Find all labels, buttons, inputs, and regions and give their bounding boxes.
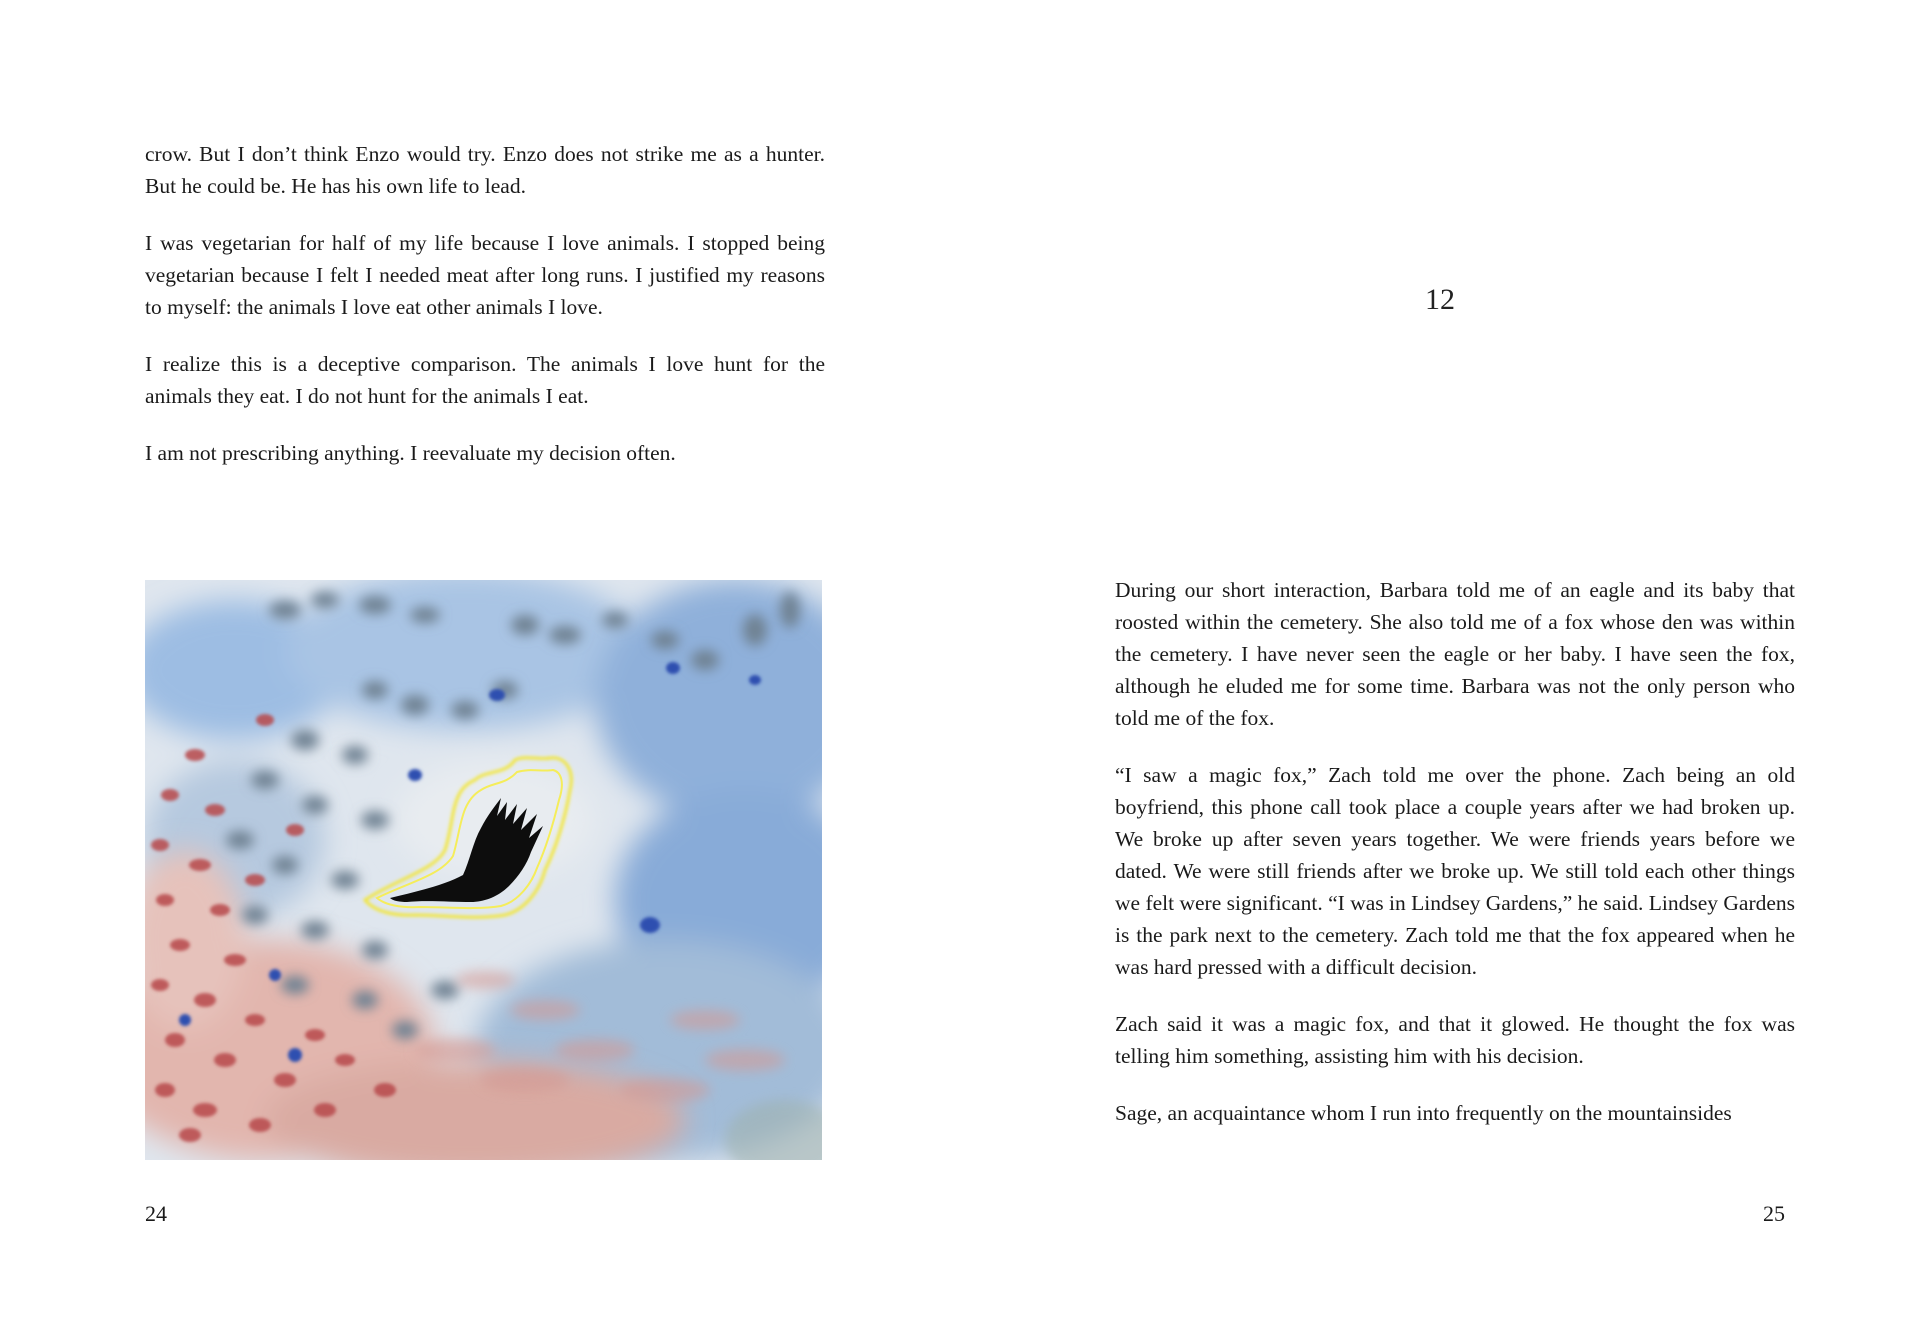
- paragraph: I realize this is a deceptive comparison. The animals I love hunt for the animals they eat. I do not hunt for the animals I eat.: [145, 352, 825, 408]
- page-number-left: 24: [145, 1201, 167, 1226]
- right-page-text: [1115, 574, 1795, 1154]
- right-page: [960, 0, 1920, 1344]
- paragraph: During our short interaction, Barbara told me of an eagle and its baby that roosted within the cemetery. She also told me of a fox whose den was within the cemetery. I have never seen the eagle or her baby. I have seen the fox, although he eluded me for some time. Barbara was not the only person who told me of the fox.: [1115, 578, 1795, 730]
- left-page-text: [145, 138, 825, 494]
- paragraph: Sage, an acquaintance whom I run into frequently on the mountainsides: [1115, 1101, 1732, 1125]
- crow-watercolor-illustration: [145, 580, 822, 1160]
- paragraph: “I saw a magic fox,” Zach told me over the phone. Zach being an old boyfriend, this phone call took place a couple years after we had broken up. We broke up after seven years together. We were friends years before we dated. We were still friends after we broke up. We still told each other things we felt were significant. “I was in Lindsey Gardens,” he said. Lindsey Gardens is the park next to the cemetery. Zach told me that the fox appeared when he was hard pressed with a difficult decision.: [1115, 763, 1796, 979]
- page-number-right: 25: [1763, 1201, 1785, 1226]
- paragraph: I am not prescribing anything. I reevaluate my decision often.: [145, 441, 676, 465]
- paragraph: I was vegetarian for half of my life because I love animals. I stopped being vegetarian because I felt I needed meat after long runs. I justified my reasons to myself: the animals I love eat other animals I love.: [145, 231, 825, 319]
- watercolor-painting: [145, 580, 822, 1160]
- chapter-number: 12: [1425, 283, 1455, 316]
- paragraph: crow. But I don’t think Enzo would try. Enzo does not strike me as a hunter. But he could be. He has his own life to lead.: [145, 142, 825, 198]
- paragraph: Zach said it was a magic fox, and that it glowed. He thought the fox was telling him something, assisting him with his decision.: [1115, 1012, 1795, 1068]
